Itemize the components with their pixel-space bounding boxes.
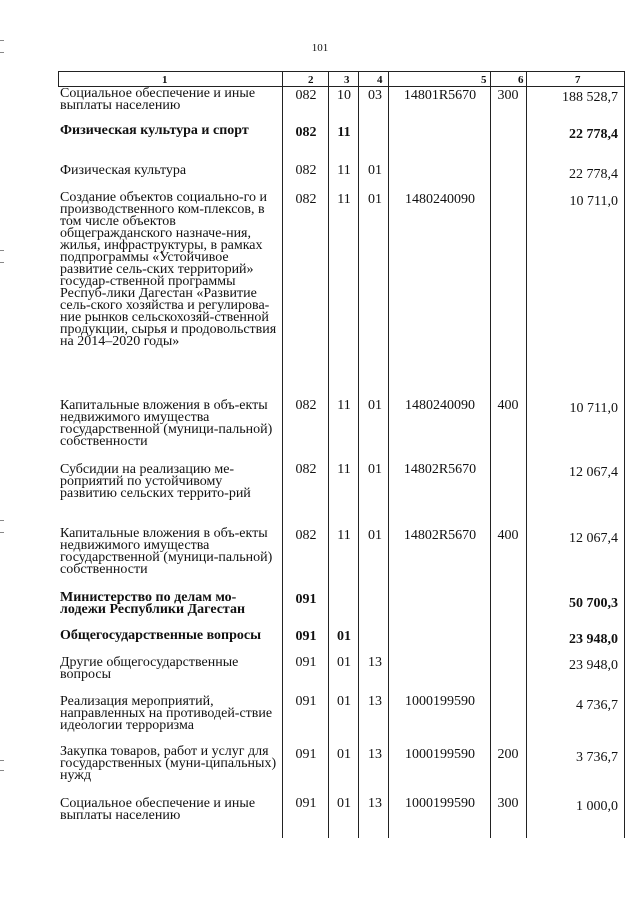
row-col-7: 50 700,3 bbox=[569, 596, 618, 611]
row-col-7: 3 736,7 bbox=[576, 750, 618, 765]
row-col-2: 082 bbox=[295, 125, 317, 140]
table-right-border bbox=[624, 71, 625, 838]
row-name: Субсидии на реализацию ме-роприятий по устойчивому развитию сельских террито-рий bbox=[60, 462, 251, 501]
row-col-7: 1 000,0 bbox=[576, 799, 618, 814]
margin-mark bbox=[0, 760, 4, 761]
row-col-4: 01 bbox=[368, 398, 382, 413]
row-col-2: 091 bbox=[295, 747, 317, 762]
row-col-5: 1480240090 bbox=[405, 398, 475, 413]
row-name: Министерство по делам мо-лодежи Республики Дагестан bbox=[60, 590, 246, 617]
row-col-7: 22 778,4 bbox=[569, 167, 618, 182]
header-col-3: 3 bbox=[344, 74, 350, 86]
header-col-2: 2 bbox=[308, 74, 314, 86]
row-col-4: 13 bbox=[368, 796, 382, 811]
row-col-3: 01 bbox=[337, 694, 351, 709]
row-col-2: 082 bbox=[295, 192, 317, 207]
row-col-4: 13 bbox=[368, 694, 382, 709]
table-top-border bbox=[58, 71, 624, 72]
row-col-3: 01 bbox=[337, 796, 351, 811]
row-col-2: 091 bbox=[295, 592, 317, 607]
row-col-3: 11 bbox=[337, 192, 351, 207]
row-col-5: 14801R5670 bbox=[403, 88, 477, 103]
margin-mark bbox=[0, 52, 4, 53]
header-col-4: 4 bbox=[377, 74, 383, 86]
row-name: Физическая культура bbox=[60, 163, 187, 178]
column-divider-2 bbox=[328, 71, 329, 838]
row-col-5: 14802R5670 bbox=[403, 462, 477, 477]
row-col-5: 1000199590 bbox=[405, 747, 475, 762]
row-col-4: 13 bbox=[368, 655, 382, 670]
row-col-2: 091 bbox=[295, 694, 317, 709]
row-col-7: 23 948,0 bbox=[569, 632, 618, 647]
row-col-4: 13 bbox=[368, 747, 382, 762]
row-name: Капитальные вложения в объ-екты недвижимого имущества государственной (муници-пальной) собственности bbox=[60, 398, 273, 449]
row-col-4: 01 bbox=[368, 528, 382, 543]
row-col-6: 400 bbox=[497, 528, 519, 543]
row-col-2: 082 bbox=[295, 528, 317, 543]
row-col-5: 14802R5670 bbox=[403, 528, 477, 543]
row-col-2: 091 bbox=[295, 796, 317, 811]
row-col-7: 4 736,7 bbox=[576, 698, 618, 713]
row-col-7: 22 778,4 bbox=[569, 127, 618, 142]
row-col-3: 10 bbox=[337, 88, 351, 103]
row-col-3: 11 bbox=[337, 125, 351, 140]
margin-mark bbox=[0, 262, 4, 263]
row-name: Другие общегосударственные вопросы bbox=[60, 655, 239, 682]
row-name: Физическая культура и спорт bbox=[60, 123, 249, 138]
column-divider-5 bbox=[490, 71, 491, 838]
row-col-6: 300 bbox=[497, 796, 519, 811]
row-col-2: 082 bbox=[295, 163, 317, 178]
row-col-2: 091 bbox=[295, 629, 317, 644]
row-name: Закупка товаров, работ и услуг для государственных (муни-ципальных) нужд bbox=[60, 744, 277, 783]
row-name: Создание объектов социально-го и производственного ком-плексов, в том числе объектов общегражданского назначе-ния, жилья, инфраструктуры, в рамках подпрограммы «Устойчивое развитие сель-ских территорий» государ-ственной программы Респуб-лики Дагестан «Развитие сель-ского хозяйства и регулирова-ние рынков сельскохозяй-ственной продукции, сырья и продовольствия на 2014–2020 годы» bbox=[60, 190, 277, 349]
row-col-4: 01 bbox=[368, 163, 382, 178]
row-name: Капитальные вложения в объ-екты недвижимого имущества государственной (муници-пальной) собственности bbox=[60, 526, 273, 577]
row-col-3: 11 bbox=[337, 528, 351, 543]
row-col-7: 188 528,7 bbox=[562, 90, 618, 105]
header-col-6: 6 bbox=[518, 74, 524, 86]
row-col-2: 082 bbox=[295, 462, 317, 477]
row-col-2: 082 bbox=[295, 88, 317, 103]
row-col-2: 082 bbox=[295, 398, 317, 413]
header-col-5: 5 bbox=[481, 74, 487, 86]
row-col-7: 10 711,0 bbox=[569, 194, 618, 209]
margin-mark bbox=[0, 770, 4, 771]
row-name: Социальное обеспечение и иные выплаты населению bbox=[60, 86, 256, 113]
margin-mark bbox=[0, 520, 4, 521]
row-col-7: 12 067,4 bbox=[569, 531, 618, 546]
row-col-3: 11 bbox=[337, 163, 351, 178]
header-col-1: 1 bbox=[162, 74, 168, 86]
row-col-6: 400 bbox=[497, 398, 519, 413]
column-divider-6 bbox=[526, 71, 527, 838]
header-left-border bbox=[58, 71, 59, 87]
row-col-4: 01 bbox=[368, 192, 382, 207]
row-col-4: 03 bbox=[368, 88, 382, 103]
row-col-3: 11 bbox=[337, 462, 351, 477]
margin-mark bbox=[0, 40, 4, 41]
row-col-3: 01 bbox=[337, 655, 351, 670]
header-col-7: 7 bbox=[575, 74, 581, 86]
column-divider-1 bbox=[282, 71, 283, 838]
column-divider-4 bbox=[388, 71, 389, 838]
row-col-7: 23 948,0 bbox=[569, 658, 618, 673]
row-col-3: 11 bbox=[337, 398, 351, 413]
row-col-7: 12 067,4 bbox=[569, 465, 618, 480]
row-name: Социальное обеспечение и иные выплаты населению bbox=[60, 796, 256, 823]
column-divider-3 bbox=[358, 71, 359, 838]
row-col-3: 01 bbox=[337, 629, 351, 644]
row-col-7: 10 711,0 bbox=[569, 401, 618, 416]
row-col-5: 1480240090 bbox=[405, 192, 475, 207]
page-number: 101 bbox=[311, 42, 329, 54]
margin-mark bbox=[0, 532, 4, 533]
row-col-5: 1000199590 bbox=[405, 694, 475, 709]
margin-mark bbox=[0, 250, 4, 251]
row-col-6: 300 bbox=[497, 88, 519, 103]
row-col-3: 01 bbox=[337, 747, 351, 762]
row-name: Общегосударственные вопросы bbox=[60, 628, 262, 643]
row-col-6: 200 bbox=[497, 747, 519, 762]
row-col-4: 01 bbox=[368, 462, 382, 477]
row-col-2: 091 bbox=[295, 655, 317, 670]
row-col-5: 1000199590 bbox=[405, 796, 475, 811]
row-name: Реализация мероприятий, направленных на противодей-ствие идеологии терроризма bbox=[60, 694, 273, 733]
